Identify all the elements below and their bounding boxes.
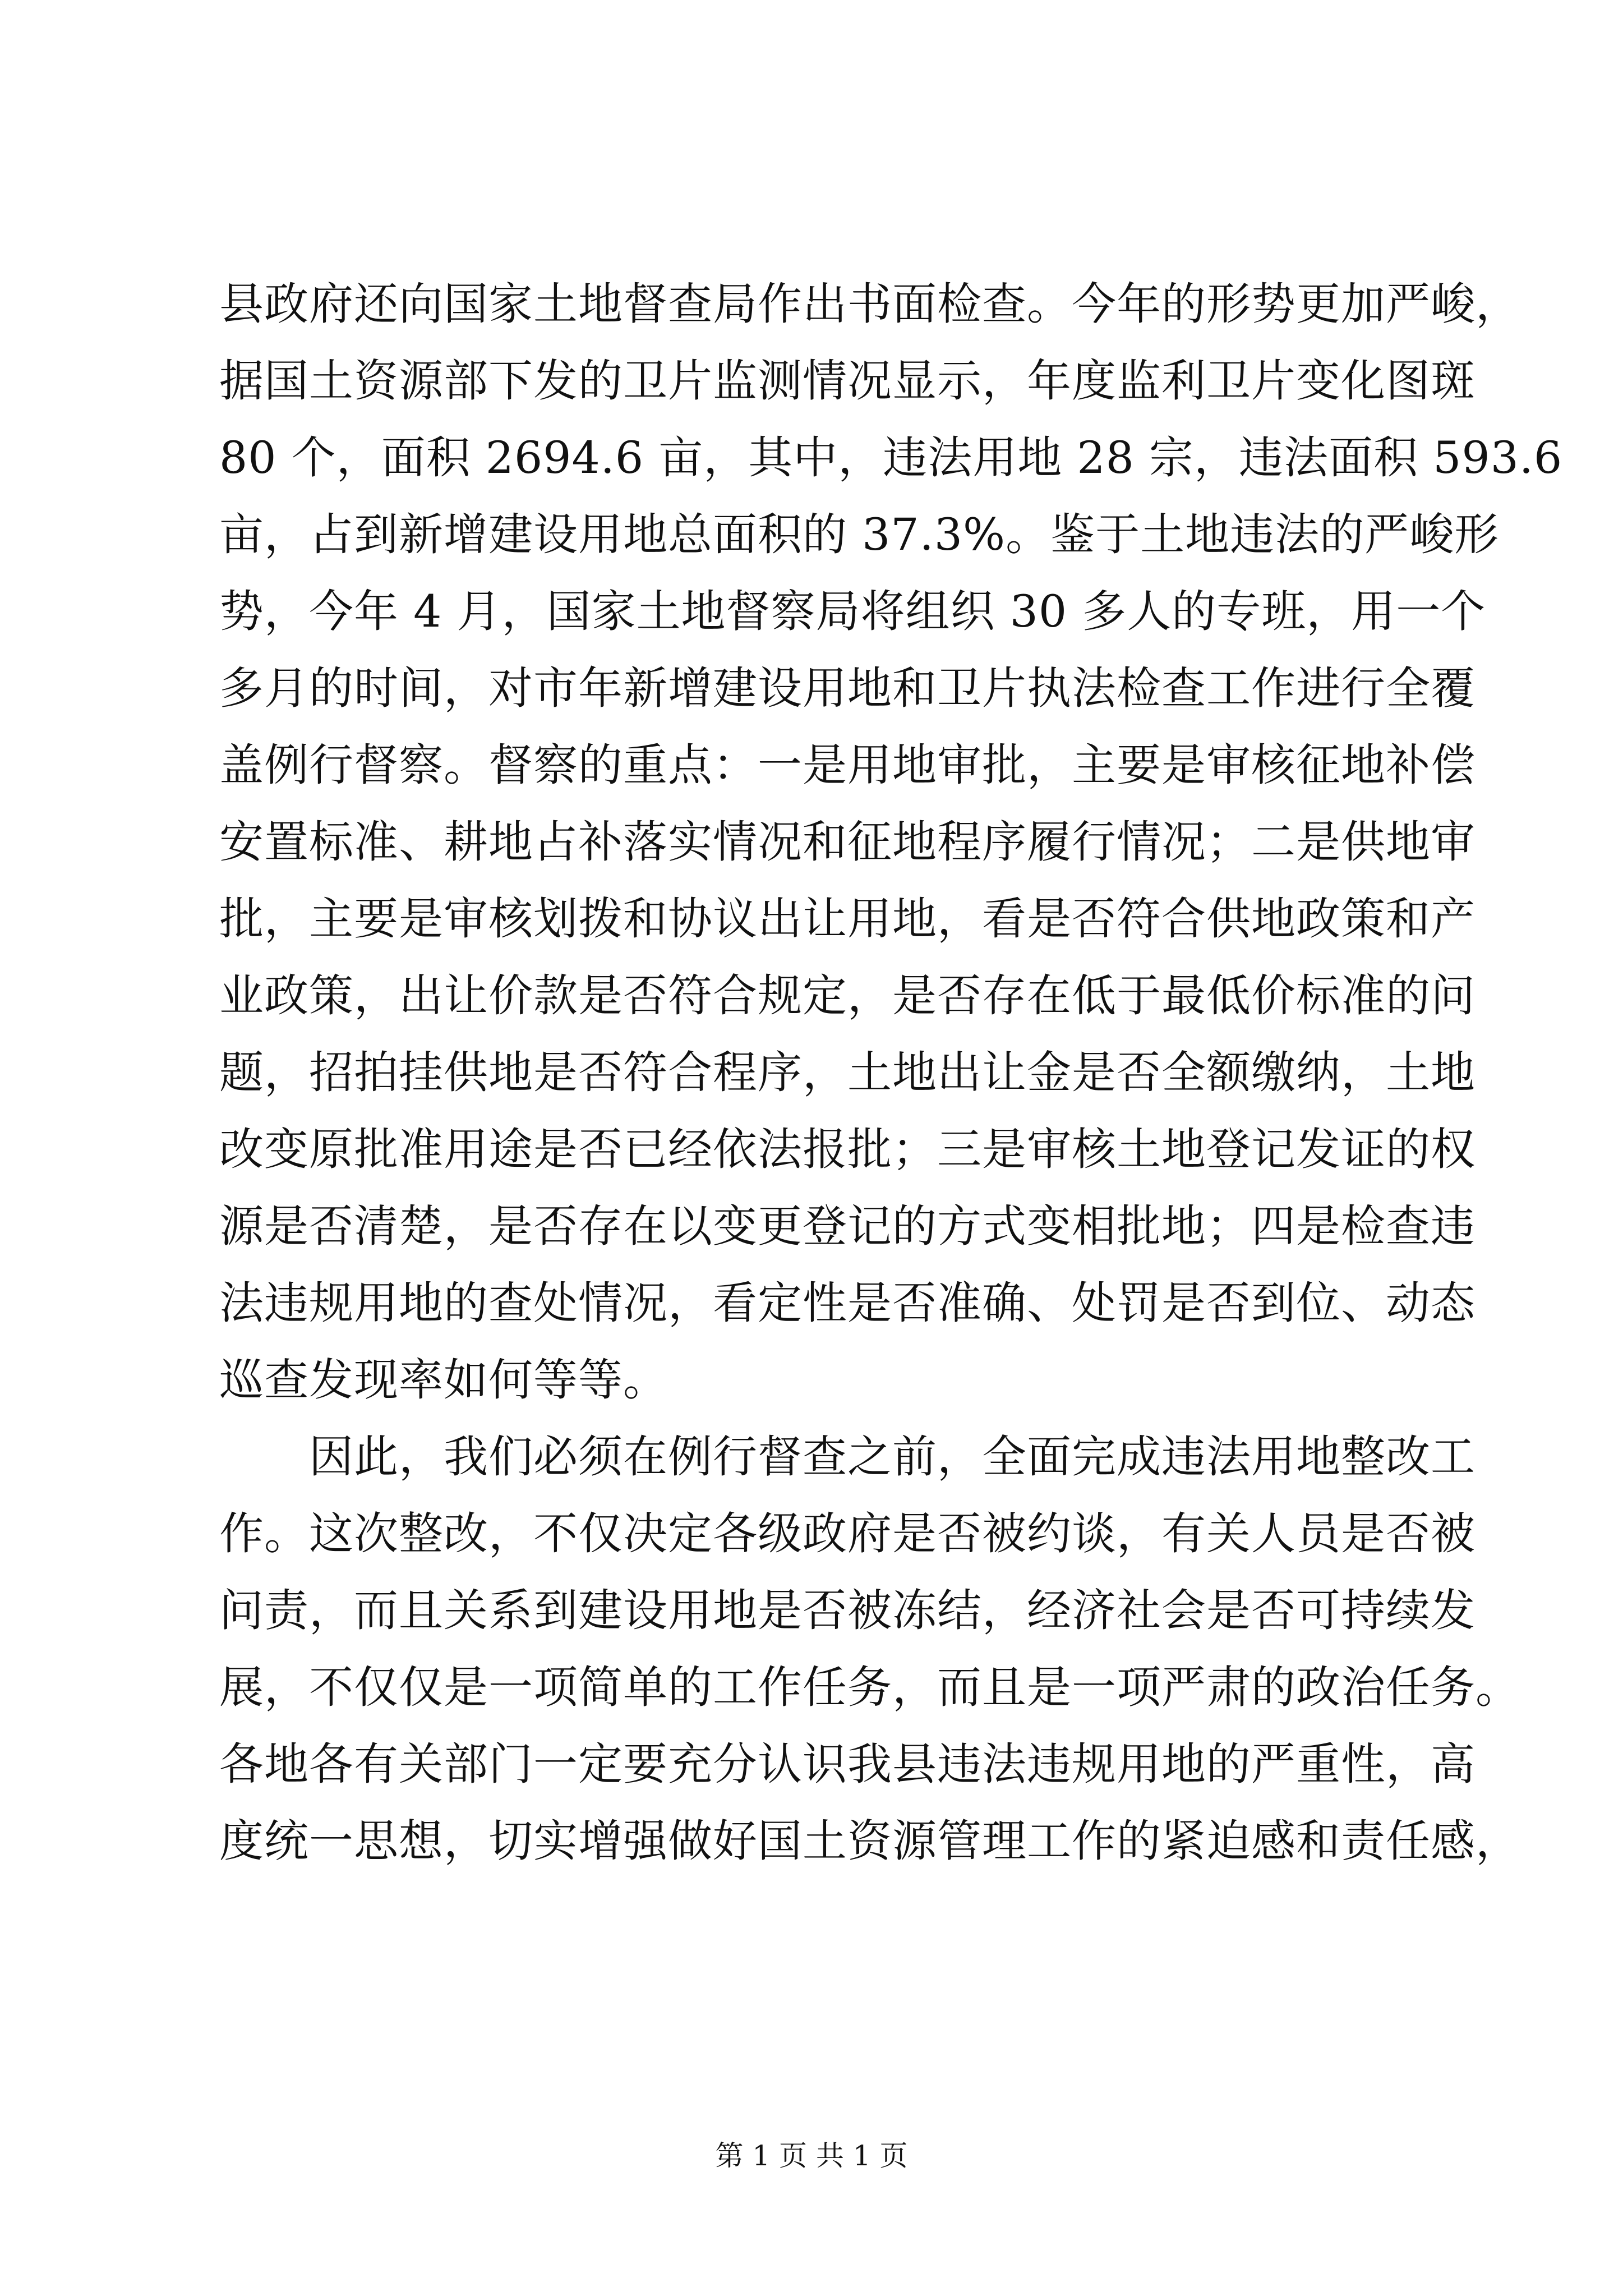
text-line: 改变原批准用途是否已经依法报批；三是审核土地登记发证的权	[219, 1124, 1476, 1175]
text-line: 各地各有关部门一定要充分认识我县违法违规用地的严重性，高	[219, 1738, 1476, 1790]
text-line: 安置标准、耕地占补落实情况和征地程序履行情况；二是供地审	[219, 816, 1476, 868]
text-line: 法违规用地的查处情况，看定性是否准确、处罚是否到位、动态	[219, 1277, 1476, 1329]
text-line: 题，招拍挂供地是否符合程序，土地出让金是否全额缴纳，土地	[219, 1047, 1476, 1098]
text-line: 源是否清楚，是否存在以变更登记的方式变相批地；四是检查违	[219, 1200, 1476, 1252]
text-line: 亩，占到新增建设用地总面积的 37.3%。鉴于土地违法的严峻形	[219, 509, 1500, 560]
text-line: 度统一思想，切实增强做好国土资源管理工作的紧迫感和责任感，	[219, 1815, 1520, 1867]
text-line: 势，今年 4 月，国家土地督察局将组织 30 多人的专班，用一个	[219, 586, 1486, 637]
text-line: 业政策，出让价款是否符合规定，是否存在低于最低价标准的问	[219, 970, 1476, 1022]
text-line: 作。这次整改，不仅决定各级政府是否被约谈，有关人员是否被	[219, 1508, 1476, 1559]
text-line: 展，不仅仅是一项简单的工作任务，而且是一项严肃的政治任务。	[219, 1662, 1520, 1713]
text-line: 批，主要是审核划拨和协议出让用地，看是否符合供地政策和产	[219, 893, 1476, 945]
text-line: 问责，而且关系到建设用地是否被冻结，经济社会是否可持续发	[219, 1585, 1476, 1636]
page-number-footer: 第 1 页 共 1 页	[715, 2139, 908, 2172]
text-line: 80 个，面积 2694.6 亩，其中，违法用地 28 宗，违法面积 593.6	[219, 432, 1563, 484]
text-line: 县政府还向国家土地督查局作出书面检查。今年的形势更加严峻，	[219, 278, 1520, 330]
paragraph-first-line: 因此，我们必须在例行督查之前，全面完成违法用地整改工	[309, 1431, 1476, 1483]
text-line: 盖例行督察。督察的重点：一是用地审批，主要是审核征地补偿	[219, 739, 1476, 791]
text-line: 多月的时间，对市年新增建设用地和卫片执法检查工作进行全覆	[219, 662, 1476, 714]
text-line: 巡查发现率如何等等。	[219, 1354, 668, 1406]
text-line: 据国土资源部下发的卫片监测情况显示，年度监利卫片变化图斑	[219, 355, 1476, 407]
